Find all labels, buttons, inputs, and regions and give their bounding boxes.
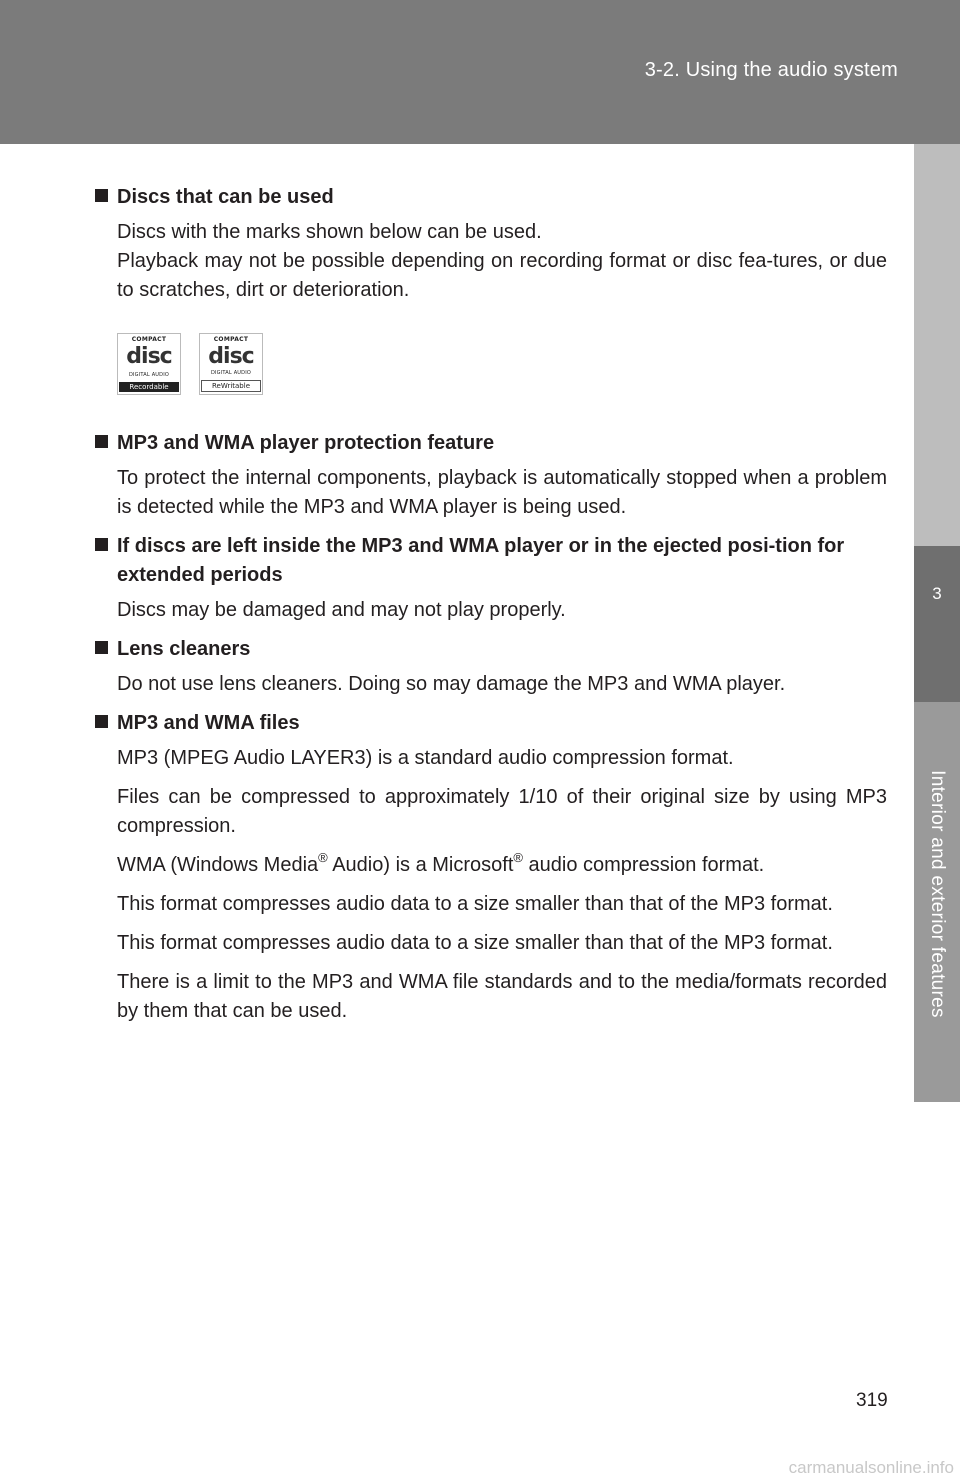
section-heading: MP3 and WMA files [95, 709, 887, 738]
page-number: 319 [856, 1390, 888, 1411]
paragraph: This format compresses audio data to a size smaller than that of the MP3 format. [117, 932, 833, 954]
section-heading: Lens cleaners [95, 635, 887, 664]
side-tab-upper [914, 144, 960, 546]
square-bullet-icon [95, 641, 108, 654]
section-heading: Discs that can be used [95, 183, 887, 212]
page-content [95, 183, 887, 1036]
section-heading: If discs are left inside the MP3 and WMA player or in the ejected posi-tion for extended periods [95, 532, 887, 590]
watermark: carmanualsonline.info [788, 1458, 954, 1477]
chapter-title: Interior and exterior features [927, 770, 948, 1018]
square-bullet-icon [95, 538, 108, 551]
square-bullet-icon [95, 189, 108, 202]
paragraph: Playback may not be possible depending on recording format or disc fea-tures, or due to scratches, dirt or deterioration. [117, 250, 887, 301]
paragraph: Discs may be damaged and may not play properly. [117, 599, 566, 621]
paragraph-wma: WMA (Windows Media® Audio) is a Microsoft® audio compression format. [117, 850, 765, 876]
chapter-number: 3 [932, 584, 942, 603]
paragraph: Discs with the marks shown below can be used. [117, 221, 542, 243]
paragraph: There is a limit to the MP3 and WMA file standards and to the media/formats recorded by them that can be used. [117, 971, 887, 1022]
section-title: 3-2. Using the audio system [644, 59, 898, 81]
paragraph: This format compresses audio data to a size smaller than that of the MP3 format. [117, 893, 833, 915]
square-bullet-icon [95, 715, 108, 728]
cd-recordable-logo: COMPACT disc DIGITAL AUDIO Recordable [117, 333, 181, 395]
section-heading: MP3 and WMA player protection feature [95, 429, 887, 458]
chapter-side-tab [914, 144, 960, 1484]
section-discs-left-inside [95, 532, 887, 625]
section-mp3-wma-files [95, 709, 887, 1026]
paragraph: MP3 (MPEG Audio LAYER3) is a standard audio compression format. [117, 747, 734, 769]
header-band [0, 0, 960, 144]
section-discs [95, 183, 887, 399]
paragraph: Files can be compressed to approximately 1/10 of their original size by using MP3 compression. [117, 786, 887, 837]
paragraph: Do not use lens cleaners. Doing so may damage the MP3 and WMA player. [117, 673, 786, 695]
paragraph: To protect the internal components, playback is automatically stopped when a problem is detected while the MP3 and WMA player is being used. [117, 467, 887, 518]
section-protection [95, 429, 887, 522]
square-bullet-icon [95, 435, 108, 448]
section-lens-cleaners [95, 635, 887, 699]
disc-logos [117, 333, 887, 399]
cd-rewritable-logo: COMPACT disc DIGITAL AUDIO ReWritable [199, 333, 263, 395]
side-tab-chapter-marker [914, 546, 960, 702]
